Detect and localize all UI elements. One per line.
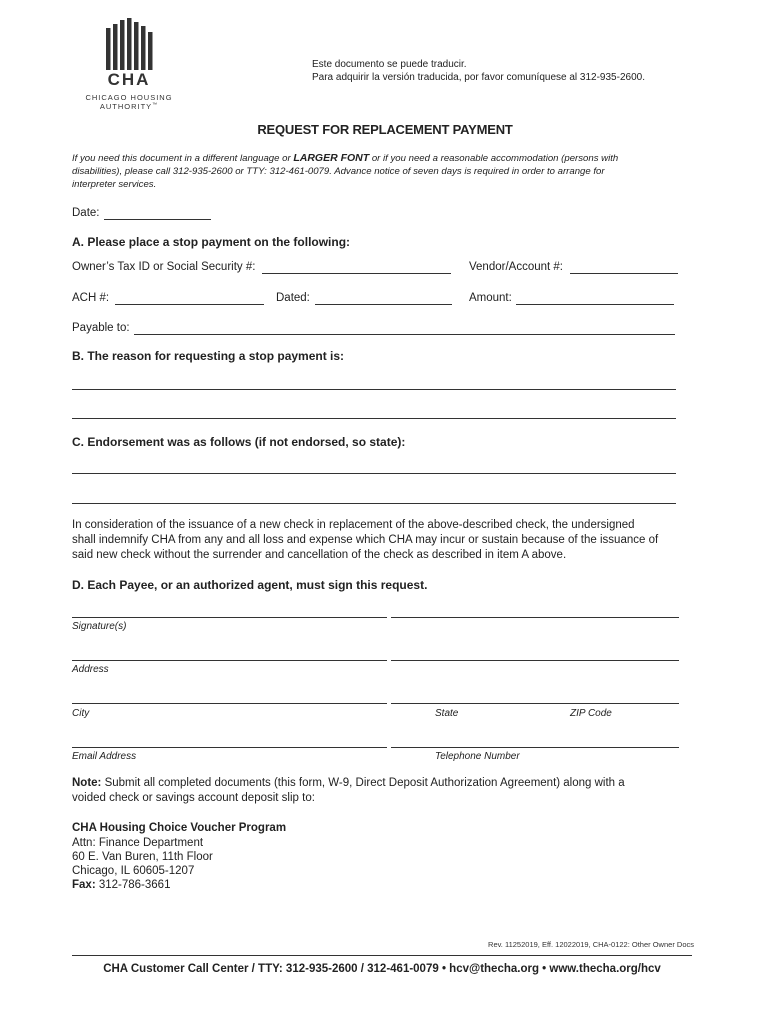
email-field[interactable] (72, 747, 387, 748)
state-zip-field[interactable] (391, 703, 679, 704)
signature-label: Signature(s) (72, 621, 127, 632)
mailing-street: 60 E. Van Buren, 11th Floor (72, 851, 213, 863)
cha-logo-line2: AUTHORITY (99, 102, 153, 111)
intro-line3: interpreter services. (72, 179, 157, 190)
section-c-heading: C. Endorsement was as follows (if not endorsed, so state): (72, 435, 406, 449)
note-text1: Submit all completed documents (this form, W-9, Direct Deposit Authorization Agreement) along with a (101, 777, 625, 789)
vendor-label: Vendor/Account #: (469, 261, 563, 273)
endorsement-line-2[interactable] (72, 503, 676, 504)
section-d-heading: D. Each Payee, or an authorized agent, must sign this request. (72, 578, 428, 592)
intro-part2: or if you need a reasonable accommodation (persons with (369, 153, 619, 164)
translation-line1: Este documento se puede traducir. (312, 59, 467, 70)
cha-logo-line1: CHICAGO HOUSING (85, 93, 173, 102)
mailing-fax (72, 879, 170, 891)
address-field-right[interactable] (391, 660, 679, 661)
section-b-heading: B. The reason for requesting a stop payment is: (72, 349, 345, 363)
email-label: Email Address (72, 751, 137, 762)
signature-field-right[interactable] (391, 617, 679, 618)
fax-label: Fax: (72, 879, 96, 891)
note-line1 (72, 777, 625, 789)
mailing-attn: Attn: Finance Department (72, 837, 204, 849)
reason-line-2[interactable] (72, 418, 676, 419)
address-label: Address (72, 664, 109, 675)
owner-tax-field[interactable] (262, 273, 451, 274)
consideration-line1: In consideration of the issuance of a new check in replacement of the above-described check, the undersigned (72, 519, 635, 531)
cha-logo (86, 18, 186, 113)
footer-contact: CHA Customer Call Center / TTY: 312-935-2600 / 312-461-0079 • hcv@thecha.org • www.thecha.org/hcv (103, 963, 661, 975)
date-field[interactable] (104, 219, 211, 220)
phone-field[interactable] (391, 747, 679, 748)
fax-number: 312-786-3661 (95, 879, 171, 891)
dated-field[interactable] (315, 304, 452, 305)
phone-label: Telephone Number (435, 751, 520, 762)
larger-font-text: LARGER FONT (293, 152, 370, 164)
cha-logo-mark (86, 18, 186, 70)
amount-label: Amount: (469, 292, 512, 304)
zip-label: ZIP Code (570, 708, 612, 719)
cha-logo-tm: ™ (152, 102, 159, 108)
note-line2: voided check or savings account deposit slip to: (72, 792, 315, 804)
footer-divider (72, 955, 692, 956)
city-field[interactable] (72, 703, 387, 704)
ach-label: ACH #: (72, 292, 110, 304)
page-title: REQUEST FOR REPLACEMENT PAYMENT (257, 122, 513, 137)
note-label: Note: (72, 777, 102, 789)
consideration-line2: shall indemnify CHA from any and all loss and expense which CHA may incur or sustain because of the issuance of (72, 534, 659, 546)
payable-label: Payable to: (72, 322, 130, 334)
signature-field-left[interactable] (72, 617, 387, 618)
cha-wordmark: CHA (107, 70, 151, 89)
payable-field[interactable] (134, 334, 675, 335)
intro-part1: If you need this document in a different language or (72, 153, 294, 164)
intro-line2: disabilities), please call 312-935-2600 or TTY: 312-461-0079. Advance notice of seven days is required in order to arrange for (72, 166, 605, 177)
city-label: City (72, 708, 90, 719)
program-name: CHA Housing Choice Voucher Program (72, 822, 287, 834)
vendor-field[interactable] (570, 273, 678, 274)
state-label: State (435, 708, 459, 719)
dated-label: Dated: (276, 292, 310, 304)
revision-text: Rev. 11252019, Eff. 12022019, CHA-0122: Other Owner Docs (488, 940, 694, 949)
reason-line-1[interactable] (72, 389, 676, 390)
section-a-heading: A. Please place a stop payment on the following: (72, 235, 351, 249)
amount-field[interactable] (516, 304, 674, 305)
address-field-left[interactable] (72, 660, 387, 661)
ach-field[interactable] (115, 304, 264, 305)
endorsement-line-1[interactable] (72, 473, 676, 474)
consideration-line3: said new check without the surrender and cancellation of the check as described in item A above. (72, 549, 567, 561)
date-label: Date: (72, 207, 100, 219)
mailing-city: Chicago, IL 60605-1207 (72, 865, 195, 877)
intro-line1 (72, 152, 618, 164)
owner-tax-label: Owner’s Tax ID or Social Security #: (72, 261, 256, 273)
translation-line2: Para adquirir la versión traducida, por favor comuníquese al 312-935-2600. (312, 72, 645, 83)
